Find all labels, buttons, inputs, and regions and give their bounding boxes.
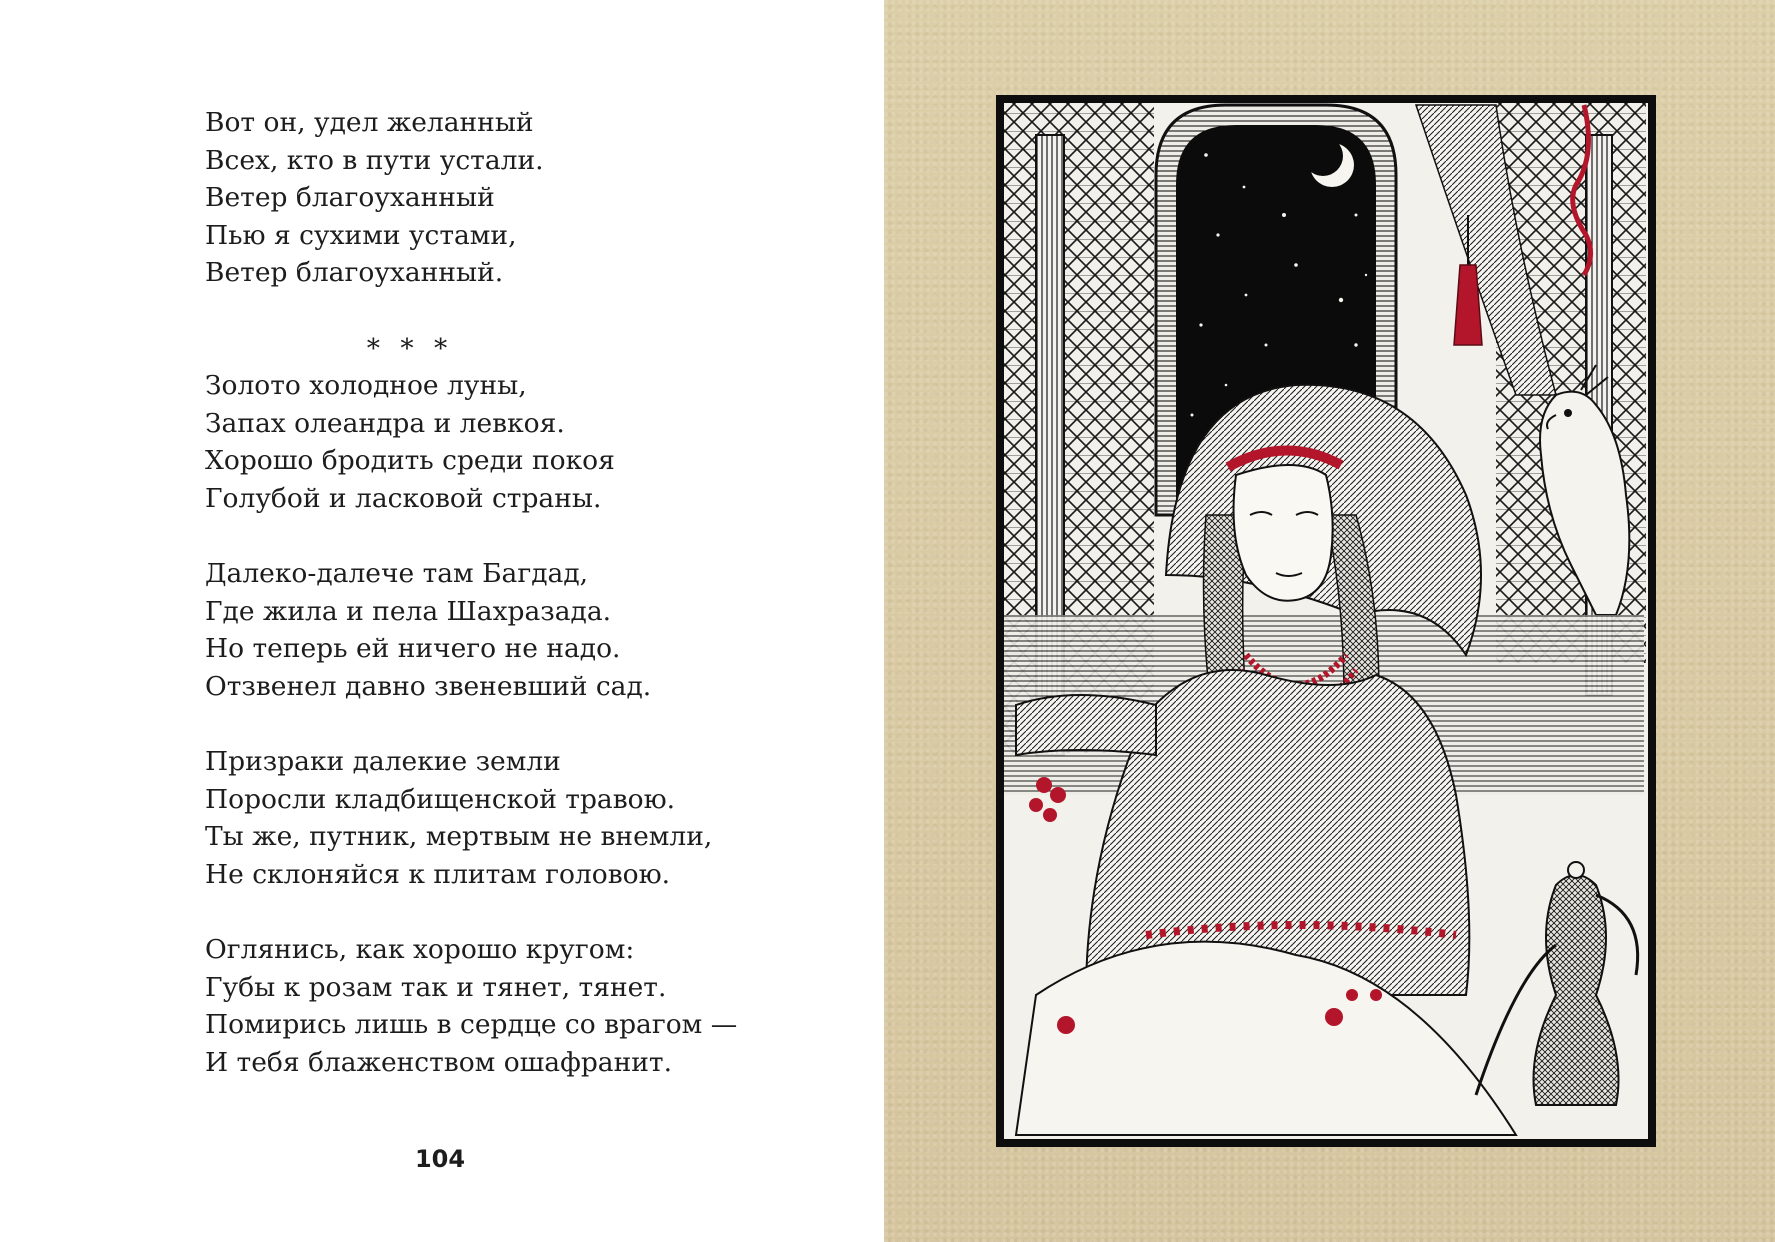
poem-line: Пью я сухими устами,: [205, 219, 517, 251]
poem-line: Губы к розам так и тянет, тянет.: [205, 971, 667, 1003]
page-number: 104: [414, 1145, 466, 1173]
poem-line: Ветер благоуханный.: [205, 257, 504, 289]
poem-line: Помирись лишь в сердце со врагом —: [205, 1009, 738, 1041]
stanza: [205, 104, 845, 292]
poem-line: Запах олеандра и левкоя.: [205, 407, 565, 439]
stanza: [205, 555, 845, 705]
poem-line: Золото холодное луны,: [205, 370, 527, 402]
poem-text: [205, 104, 845, 1081]
poem-line: Не склоняйся к плитам головою.: [205, 858, 671, 890]
poem-line: Хорошо бродить среди покоя: [205, 445, 615, 477]
poem-line: И тебя блаженством ошафранит.: [205, 1046, 672, 1078]
poem-line: Голубой и ласковой страны.: [205, 482, 602, 514]
illustration: [996, 95, 1656, 1147]
poem-line: Призраки далекие земли: [205, 746, 561, 778]
arm: [1016, 695, 1156, 755]
section-separator: * * *: [366, 332, 454, 364]
poem-line: Далеко-далече там Багдад,: [205, 558, 589, 590]
poem-line: Отзвенел давно звеневший сад.: [205, 670, 652, 702]
poem-line: Ветер благоуханный: [205, 182, 495, 214]
stanza: [205, 367, 845, 517]
poem-line: Но теперь ей ничего не надо.: [205, 633, 621, 665]
poem-line: Вот он, удел желанный: [205, 107, 534, 138]
poem-line: Всех, кто в пути устали.: [205, 144, 544, 176]
poem-line: Поросли кладбищенской травою.: [205, 783, 676, 815]
stanza: [205, 931, 845, 1081]
poem-line: Ты же, путник, мертвым не внемли,: [205, 821, 713, 853]
stanza: [205, 743, 845, 893]
poem-line: Оглянись, как хорошо кругом:: [205, 934, 635, 966]
poem-line: Где жила и пела Шахразада.: [205, 595, 612, 627]
left-page: [0, 0, 884, 1242]
